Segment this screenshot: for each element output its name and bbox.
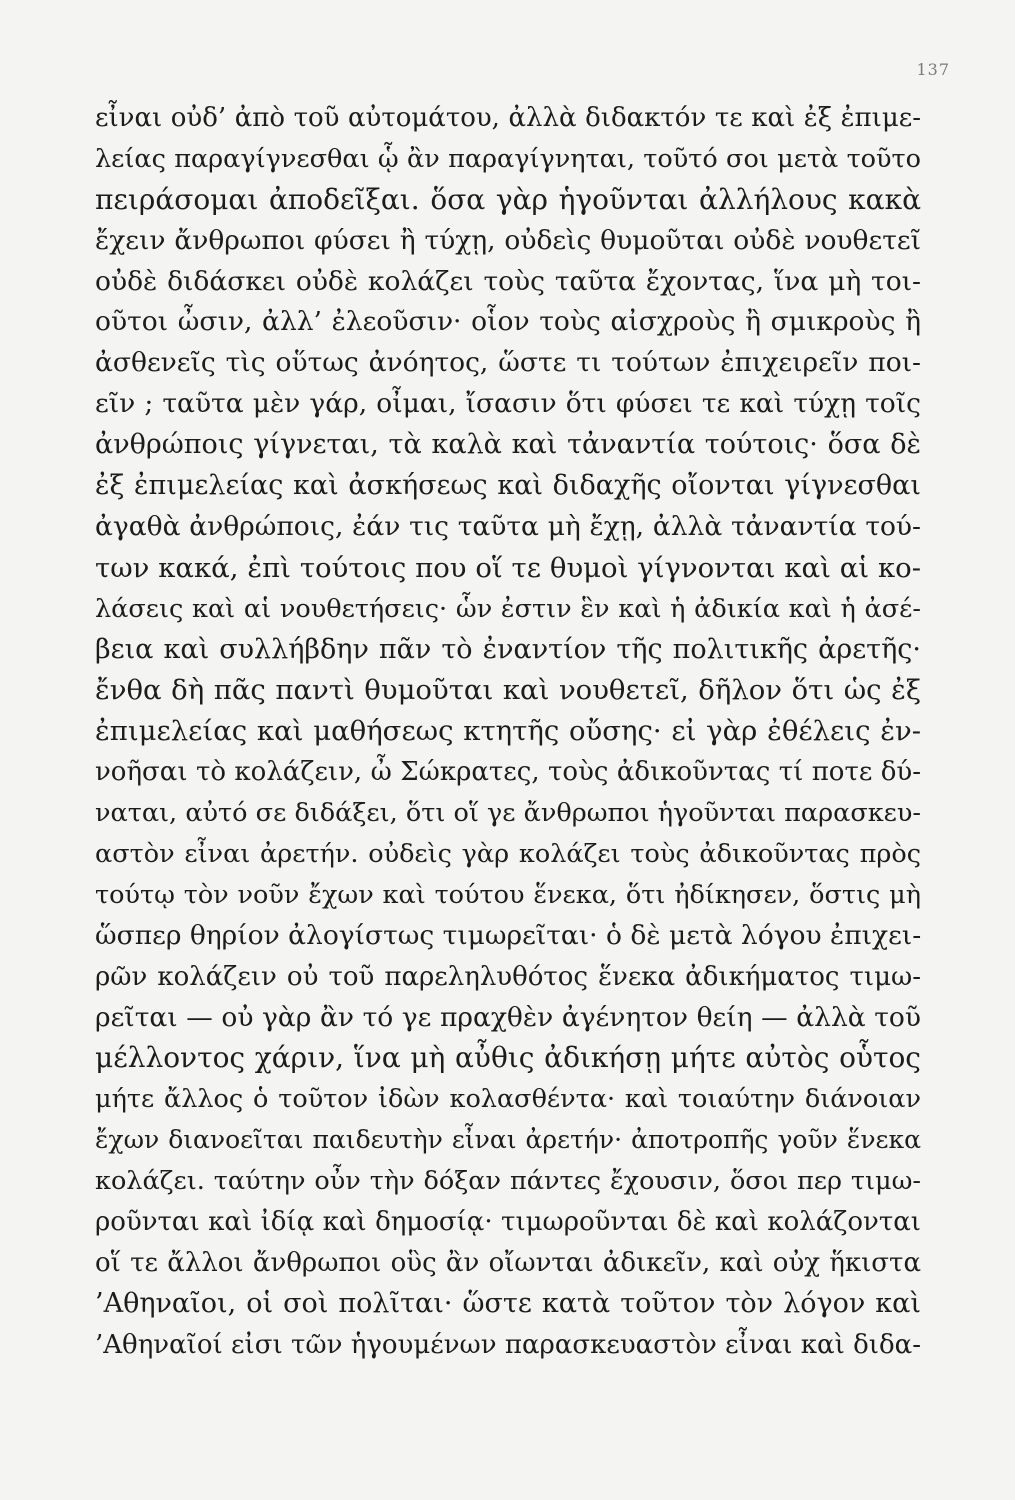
body-text (95, 98, 921, 1366)
text-line: μέλλοντος χάριν, ἵνα μὴ αὖθις ἀδικήσῃ μήτε αὐτὸς οὗτος (95, 1041, 921, 1075)
text-line: των κακά, ἐπὶ τούτοις που οἵ τε θυμοὶ γίγνονται καὶ αἱ κο- (95, 551, 921, 584)
text-line: οὐδὲ διδάσκει οὐδὲ κολάζει τοὺς ταῦτα ἔχοντας, ἵνα μὴ τοι- (95, 265, 921, 297)
text-line: πειράσομαι ἀποδεῖξαι. ὅσα γὰρ ἡγοῦνται ἀλλήλους κακὰ (95, 182, 921, 216)
text-line: ὥσπερ θηρίον ἀλογίστως τιμωρεῖται· ὁ δὲ μετὰ λόγου ἐπιχει- (95, 919, 921, 951)
text-line: ’Αθηναῖοί εἰσι τῶν ἡγουμένων παρασκευαστὸν εἶναι καὶ διδα- (95, 1329, 921, 1360)
text-line: κολάζει. ταύτην οὖν τὴν δόξαν πάντες ἔχουσιν, ὅσοι περ τιμω- (95, 1166, 921, 1197)
text-line: ἀνθρώποις γίγνεται, τὰ καλὰ καὶ τἀναντία τούτοις· ὅσα δὲ (95, 429, 921, 461)
text-line: ἔχων διανοεῖται παιδευτὴν εἶναι ἀρετήν· ἀποτροπῆς γοῦν ἕνεκα (95, 1125, 921, 1155)
text-line: ἔνθα δὴ πᾶς παντὶ θυμοῦται καὶ νουθετεῖ, δῆλον ὅτι ὡς ἐξ (95, 674, 921, 707)
text-line: οῦτοι ὦσιν, ἀλλ’ ἐλεοῦσιν· οἷον τοὺς αἰσχροὺς ἢ σμικροὺς ἢ (95, 306, 921, 338)
text-line: ρεῖται — οὐ γὰρ ἂν τό γε πραχθὲν ἀγένητον θείη — ἀλλὰ τοῦ (95, 1001, 921, 1033)
text-line: ρῶν κολάζειν οὐ τοῦ παρεληλυθότος ἕνεκα ἀδικήματος τιμω- (95, 961, 921, 992)
text-line: ἀσθενεῖς τὶς οὕτως ἀνόητος, ὥστε τι τούτων ἐπιχειρεῖν ποι- (95, 347, 921, 379)
text-line: νοῆσαι τὸ κολάζειν, ὦ Σώκρατες, τοὺς ἀδικοῦντας τί ποτε δύ- (95, 757, 921, 788)
text-line: εἶναι οὐδ’ ἀπὸ τοῦ αὐτομάτου, ἀλλὰ διδακτόν τε καὶ ἐξ ἐπιμε- (95, 103, 921, 133)
text-line: λάσεις καὶ αἱ νουθετήσεις· ὧν ἐστιν ἓν καὶ ἡ ἀδικία καὶ ἡ ἀσέ- (95, 593, 921, 624)
text-line: τούτῳ τὸν νοῦν ἔχων καὶ τούτου ἕνεκα, ὅτι ἠδίκησεν, ὅστις μὴ (95, 879, 921, 910)
text-line: ’Αθηναῖοι, οἱ σοὶ πολῖται· ὥστε κατὰ τοῦτον τὸν λόγον καὶ (95, 1287, 921, 1319)
text-line: ἐπιμελείας καὶ μαθήσεως κτητῆς οὔσης· εἰ γὰρ ἐθέλεις ἐν- (95, 715, 921, 748)
text-line: αστὸν εἶναι ἀρετήν. οὐδεὶς γὰρ κολάζει τοὺς ἀδικοῦντας πρὸς (95, 839, 921, 870)
text-line: ροῦνται καὶ ἰδίᾳ καὶ δημοσίᾳ· τιμωροῦνται δὲ καὶ κολάζονται (95, 1207, 921, 1238)
text-line: λείας παραγίγνεσθαι ᾧ ἂν παραγίγνηται, τοῦτό σοι μετὰ τοῦτο (95, 143, 921, 174)
text-line: ἀγαθὰ ἀνθρώποις, ἐάν τις ταῦτα μὴ ἔχῃ, ἀλλὰ τἀναντία τού- (95, 510, 921, 542)
text-line: οἵ τε ἄλλοι ἄνθρωποι οὓς ἂν οἴωνται ἀδικεῖν, καὶ οὐχ ἥκιστα (95, 1247, 921, 1278)
text-line: μήτε ἄλλος ὁ τοῦτον ἰδὼν κολασθέντα· καὶ τοιαύτην διάνοιαν (95, 1084, 921, 1115)
text-line: εῖν ; ταῦτα μὲν γάρ, οἶμαι, ἴσασιν ὅτι φύσει τε καὶ τύχῃ τοῖς (95, 388, 921, 420)
text-line: ἐξ ἐπιμελείας καὶ ἀσκήσεως καὶ διδαχῆς οἴονται γίγνεσθαι (95, 470, 921, 502)
text-line: βεια καὶ συλλήβδην πᾶν τὸ ἐναντίον τῆς πολιτικῆς ἀρετῆς· (95, 633, 921, 665)
text-line: ναται, αὐτό σε διδάξει, ὅτι οἵ γε ἄνθρωποι ἡγοῦνται παρασκευ- (95, 798, 921, 829)
text-line: ἔχειν ἄνθρωποι φύσει ἢ τύχῃ, οὐδεὶς θυμοῦται οὐδὲ νουθετεῖ (95, 224, 921, 256)
page-number: 137 (916, 60, 950, 79)
